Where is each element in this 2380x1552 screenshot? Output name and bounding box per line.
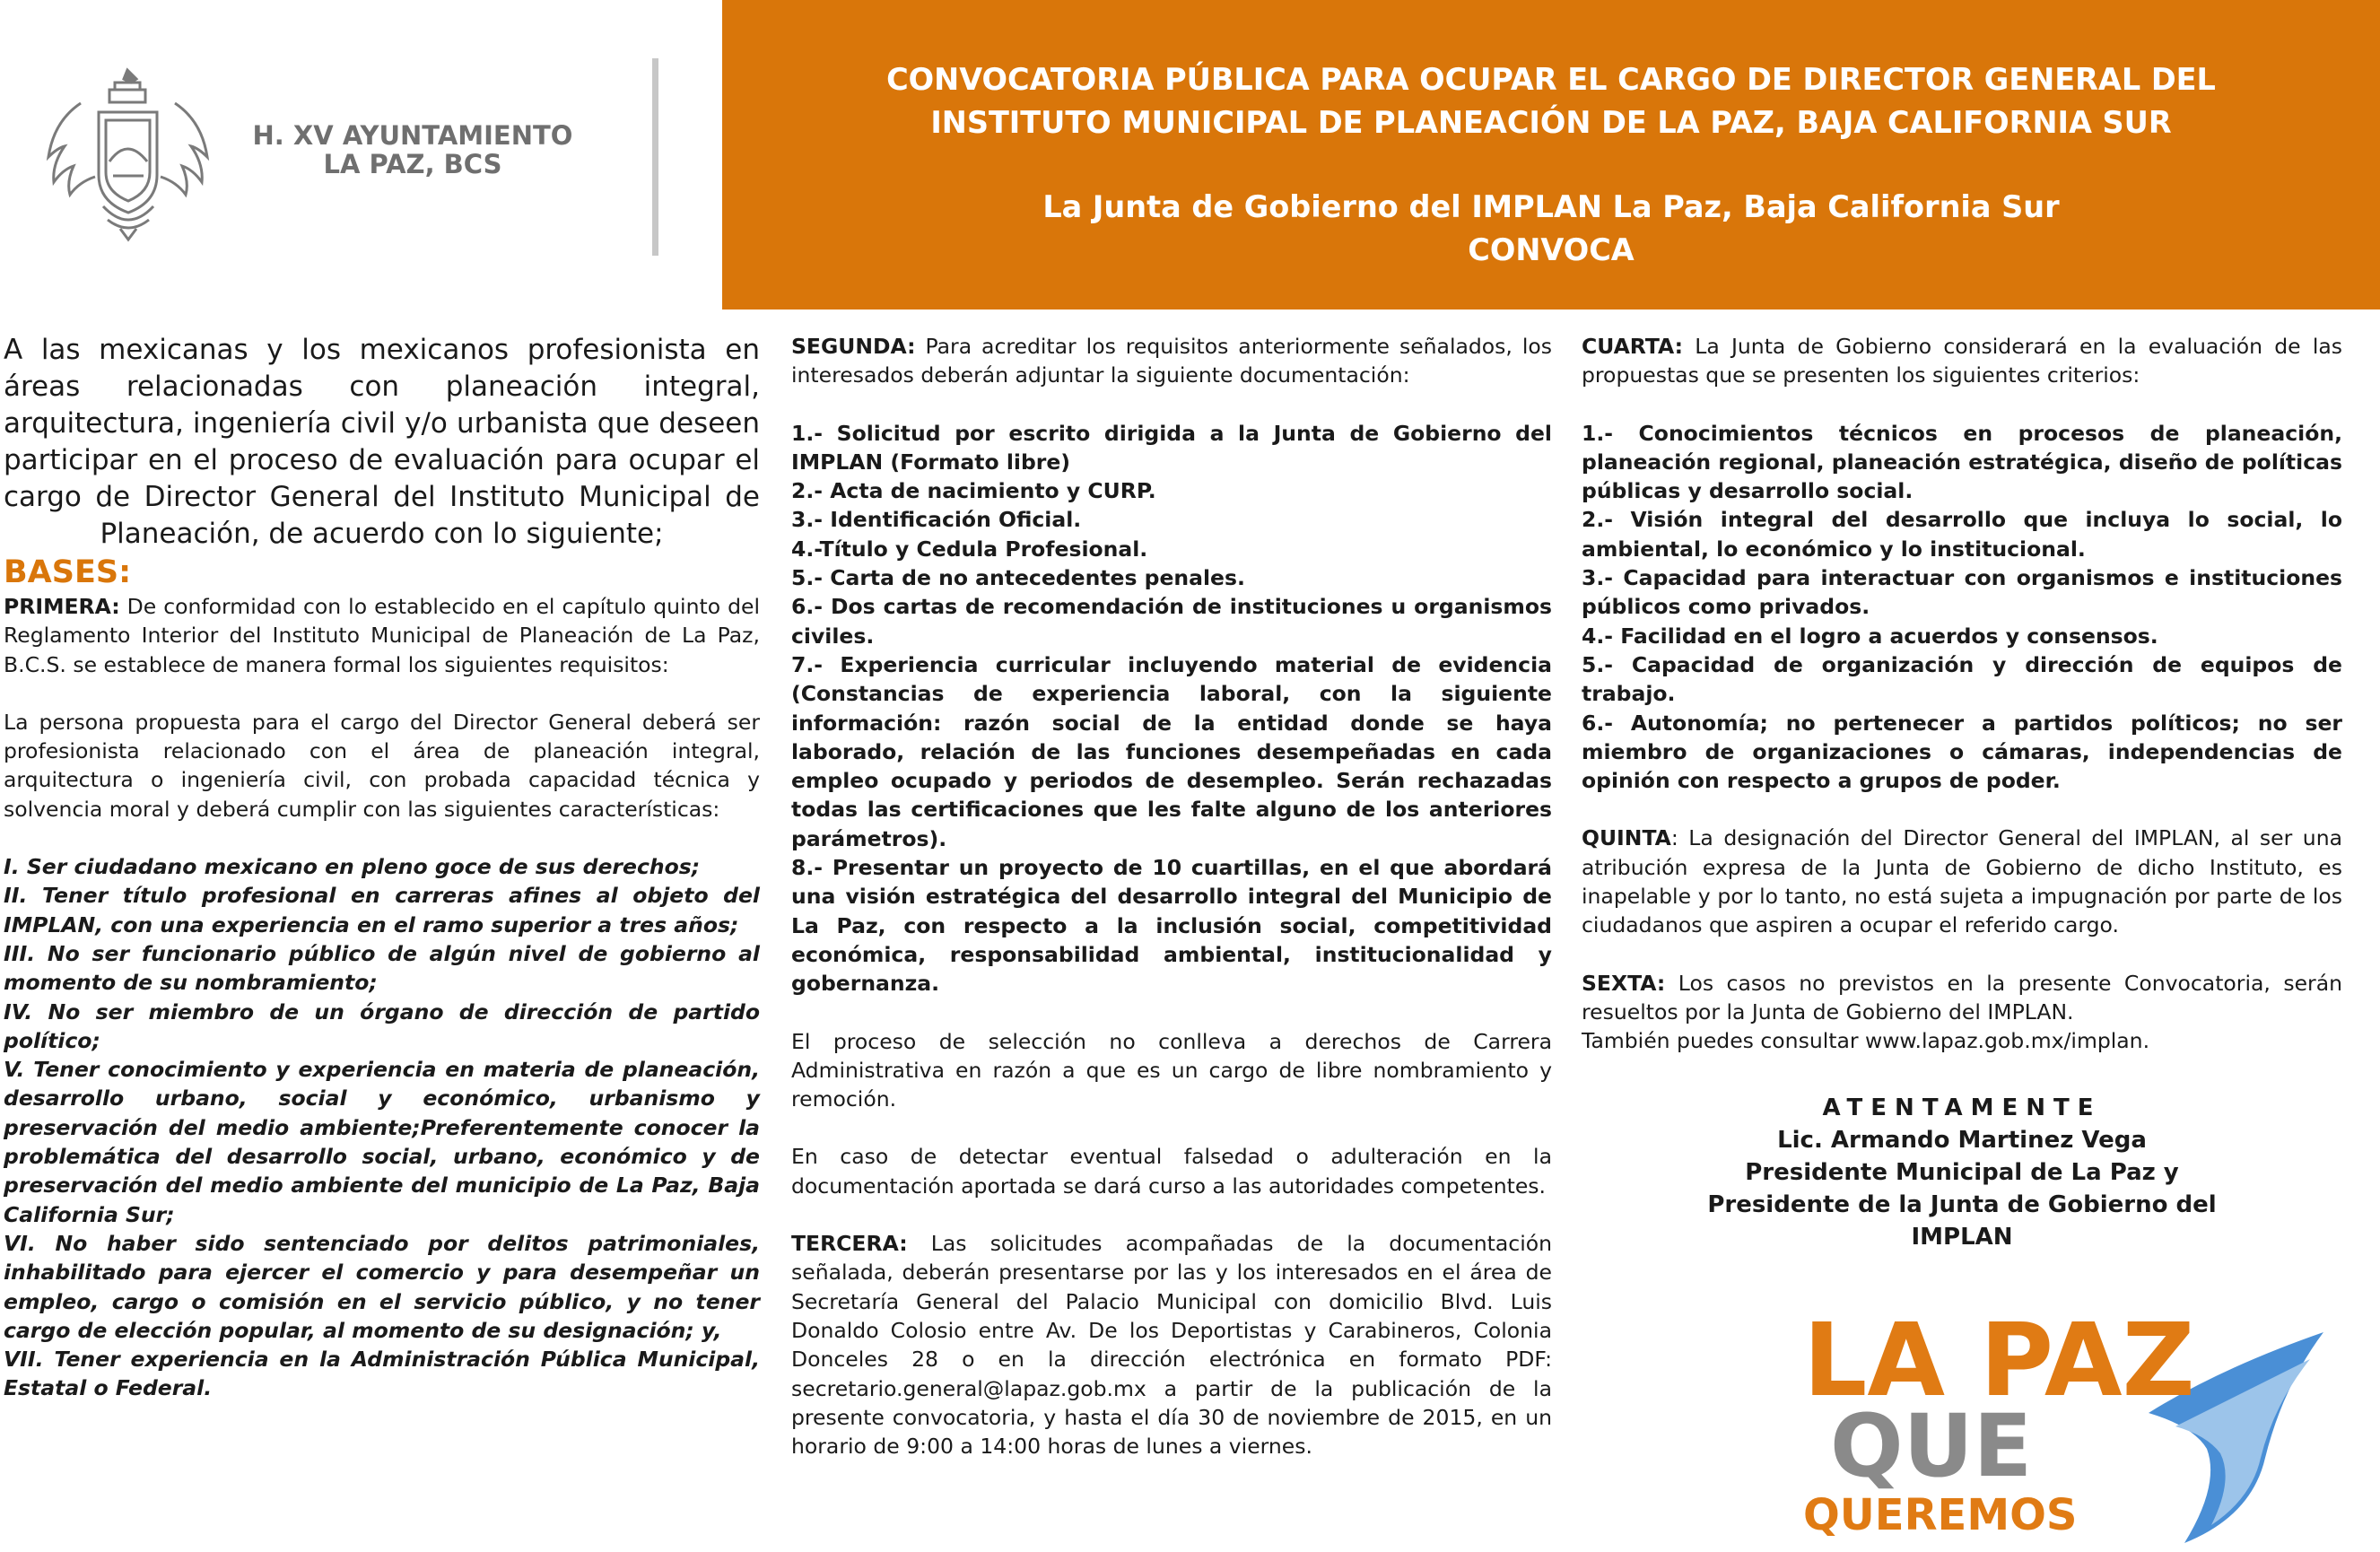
bases-heading: BASES: — [4, 554, 132, 590]
criterio-item: 2.- Visión integral del desarrollo que incluya lo social, lo ambiental, lo económico y lo institucional. — [1582, 507, 2342, 562]
header-divider — [652, 58, 658, 256]
criterio-item: 4.- Facilidad en el logro a acuerdos y consensos. — [1582, 623, 2158, 649]
proceso-paragraph: El proceso de selección no conlleva a derechos de Carrera Administrativa en razón a que es un cargo de libre nombramiento y remoción. — [791, 1028, 1552, 1112]
criterio-item: 6.- Autonomía; no pertenecer a partidos políticos; no ser miembro de organizaciones o cámaras, independencias de opinión con respecto a grupos de poder. — [1582, 710, 2342, 794]
municipality-name — [220, 121, 606, 179]
atentamente: ATENTAMENTE — [1822, 1094, 2102, 1121]
tercera-text: Las solicitudes acompañadas de la documentación señalada, deberán presentarse por las y los interesados en el área de Secretaría General del Palacio Municipal con domicilio Blvd. Luis Donaldo Colosio entre Av. De los Deportistas y Carabineros, Colonia Donceles 28 o en la dirección electrónica en formato PDF: secretario.general@lapaz.gob.mx a partir de la publicación de la presente convocatoria, y hasta el día 30 de noviembre de 2015, en un horario de 9:00 a 14:00 horas de lunes a viernes. — [791, 1231, 1552, 1460]
signer-role-2: Presidente de la Junta de Gobierno del — [1707, 1190, 2217, 1218]
header-left — [0, 0, 722, 310]
requisito-item: IV. No ser miembro de un órgano de dirección de partido político; — [4, 998, 760, 1053]
doc-item: 2.- Acta de nacimiento y CURP. — [791, 478, 1156, 504]
criterio-item: 3.- Capacidad para interactuar con organismos e instituciones públicos como privados. — [1582, 565, 2342, 620]
doc-item: 1.- Solicitud por escrito dirigida a la Junta de Gobierno del IMPLAN (Formato libre) — [791, 420, 1552, 475]
criterio-item: 5.- Capacidad de organización y dirección de equipos de trabajo. — [1582, 651, 2342, 707]
logo-line-2: QUE — [1830, 1396, 2033, 1496]
column-3 — [1582, 332, 2342, 1253]
la-paz-que-queremos-logo — [1799, 1305, 2337, 1552]
quinta-text: : La designación del Director General del IMPLAN, al ser una atribución expresa de la Junta de Gobierno de dicho Instituto, es inapelable y por lo tanto, no está sujeta a impugnación por parte de los ciudadanos que aspiren a ocupar el referido cargo. — [1582, 825, 2342, 938]
logo-line-1: LA PAZ — [1803, 1305, 2195, 1419]
requisito-item: I. Ser ciudadano mexicano en pleno goce de sus derechos; — [4, 854, 701, 880]
convocatoria-title — [722, 58, 2380, 144]
requisito-item: VII. Tener experiencia en la Administración Pública Municipal, Estatal o Federal. — [4, 1347, 760, 1401]
doc-item: 4.-Título y Cedula Profesional. — [791, 536, 1148, 562]
doc-item: 8.- Presentar un proyecto de 10 cuartillas, en el que abordará una visión estratégica del desarrollo integral del Municipio de La Paz, con respecto a la inclusión social, competitividad económica, responsabilidad ambiental, institucionalidad y gobernanza. — [791, 855, 1552, 997]
sexta-label: SEXTA: — [1582, 970, 1666, 996]
cuarta-label: CUARTA: — [1582, 334, 1684, 359]
sexta-paragraph — [1582, 969, 2342, 1027]
quinta-label: QUINTA — [1582, 825, 1671, 851]
primera-text: De conformidad con lo establecido en el capítulo quinto del Reglamento Interior del Instituto Municipal de Planeación de La Paz, B.C.S. se establece de manera formal los siguientes requisitos: — [4, 594, 760, 677]
web-paragraph: También puedes consultar www.lapaz.gob.mx/implan. — [1582, 1028, 2150, 1054]
gov-line-2: LA PAZ, BCS — [323, 149, 502, 179]
doc-item: 5.- Carta de no antecedentes penales. — [791, 565, 1245, 591]
signer-role-1: Presidente Municipal de La Paz y — [1745, 1158, 2179, 1186]
signature-block — [1582, 1092, 2342, 1253]
segunda-paragraph — [791, 332, 1552, 390]
criterio-item: 1.- Conocimientos técnicos en procesos de planeación, planeación regional, planeación estratégica, diseño de políticas públicas y desarrollo social. — [1582, 420, 2342, 504]
primera-paragraph — [4, 592, 760, 679]
subtitle-line-2: CONVOCA — [1468, 232, 1635, 267]
requisito-item: II. Tener título profesional en carreras afines al objeto del IMPLAN, con una experiencia en el ramo superior a tres años; — [4, 883, 760, 937]
title-line-2: INSTITUTO MUNICIPAL DE PLANEACIÓN DE LA PAZ, BAJA CALIFORNIA SUR — [930, 105, 2172, 140]
segunda-label: SEGUNDA: — [791, 334, 916, 359]
column-1 — [4, 332, 760, 1403]
signer-role-3: IMPLAN — [1911, 1223, 2013, 1251]
title-line-1: CONVOCATORIA PÚBLICA PARA OCUPAR EL CARGO DE DIRECTOR GENERAL DEL — [886, 62, 2216, 97]
primera-label: PRIMERA: — [4, 594, 120, 619]
cuarta-paragraph — [1582, 332, 2342, 390]
quinta-paragraph — [1582, 824, 2342, 939]
requisito-item: VI. No haber sido sentenciado por delitos patrimoniales, inhabilitado para ejercer el comercio y para desempeñar un empleo, cargo o comisión en el servicio público, y no tener cargo de elección popular, al momento de su designación; y, — [4, 1230, 760, 1343]
gov-line-1: H. XV AYUNTAMIENTO — [252, 120, 573, 151]
logo-line-3: QUEREMOS — [1803, 1490, 2078, 1540]
sexta-text: Los casos no previstos en la presente Convocatoria, serán resueltos por la Junta de Gobierno del IMPLAN. — [1582, 970, 2342, 1024]
column-2 — [791, 332, 1552, 1460]
convocatoria-subtitle — [722, 186, 2380, 272]
persona-paragraph: La persona propuesta para el cargo del Director General deberá ser profesionista relacionado con el área de planeación integral, arquitectura o ingeniería civil, con probada capacidad técnica y solvencia moral y deberá cumplir con las siguientes características: — [4, 709, 760, 822]
doc-item: 7.- Experiencia curricular incluyendo material de evidencia (Constancias de experiencia laboral, con la siguiente información: razón social de la entidad donde se haya laborado, relación de las funciones desempeñadas en cada empleo ocupado y periodos de desempleo. Serán rechazadas todas las certificaciones que les falte alguno de los anteriores parámetros). — [791, 651, 1552, 851]
requisito-item: V. Tener conocimiento y experiencia en materia de planeación, desarrollo urbano, social y económico, urbanismo y preservación del medio ambiente;Preferentemente conocer la problemática del desarrollo social, urbano, económico y de preservación del medio ambiente del municipio de La Paz, Baja California Sur; — [4, 1057, 760, 1227]
signer-name: Lic. Armando Martinez Vega — [1777, 1126, 2147, 1154]
tercera-paragraph — [791, 1229, 1552, 1460]
intro-paragraph: A las mexicanas y los mexicanos profesionista en áreas relacionadas con planeación integral, arquitectura, ingeniería civil y/o urbanista que deseen participar en el proceso de evaluación para ocupar el cargo de Director General del Instituto Municipal de Planeación, de acuerdo con lo siguiente; — [4, 334, 760, 550]
header-banner — [722, 0, 2380, 310]
segunda-text: Para acreditar los requisitos anteriormente señalados, los interesados deberán adjuntar la siguiente documentación: — [791, 334, 1552, 388]
falsedad-paragraph: En caso de detectar eventual falsedad o adulteración en la documentación aportada se dará curso a las autoridades competentes. — [791, 1144, 1552, 1199]
subtitle-line-1: La Junta de Gobierno del IMPLAN La Paz, Baja California Sur — [1042, 189, 2060, 224]
coat-of-arms-icon — [45, 63, 211, 242]
doc-item: 3.- Identificación Oficial. — [791, 507, 1082, 533]
requisito-item: III. No ser funcionario público de algún nivel de gobierno al momento de su nombramiento; — [4, 940, 760, 996]
cuarta-text: La Junta de Gobierno considerará en la evaluación de las propuestas que se presenten los siguientes criterios: — [1582, 334, 2342, 388]
tercera-label: TERCERA: — [791, 1231, 908, 1257]
doc-item: 6.- Dos cartas de recomendación de instituciones u organismos civiles. — [791, 594, 1552, 649]
